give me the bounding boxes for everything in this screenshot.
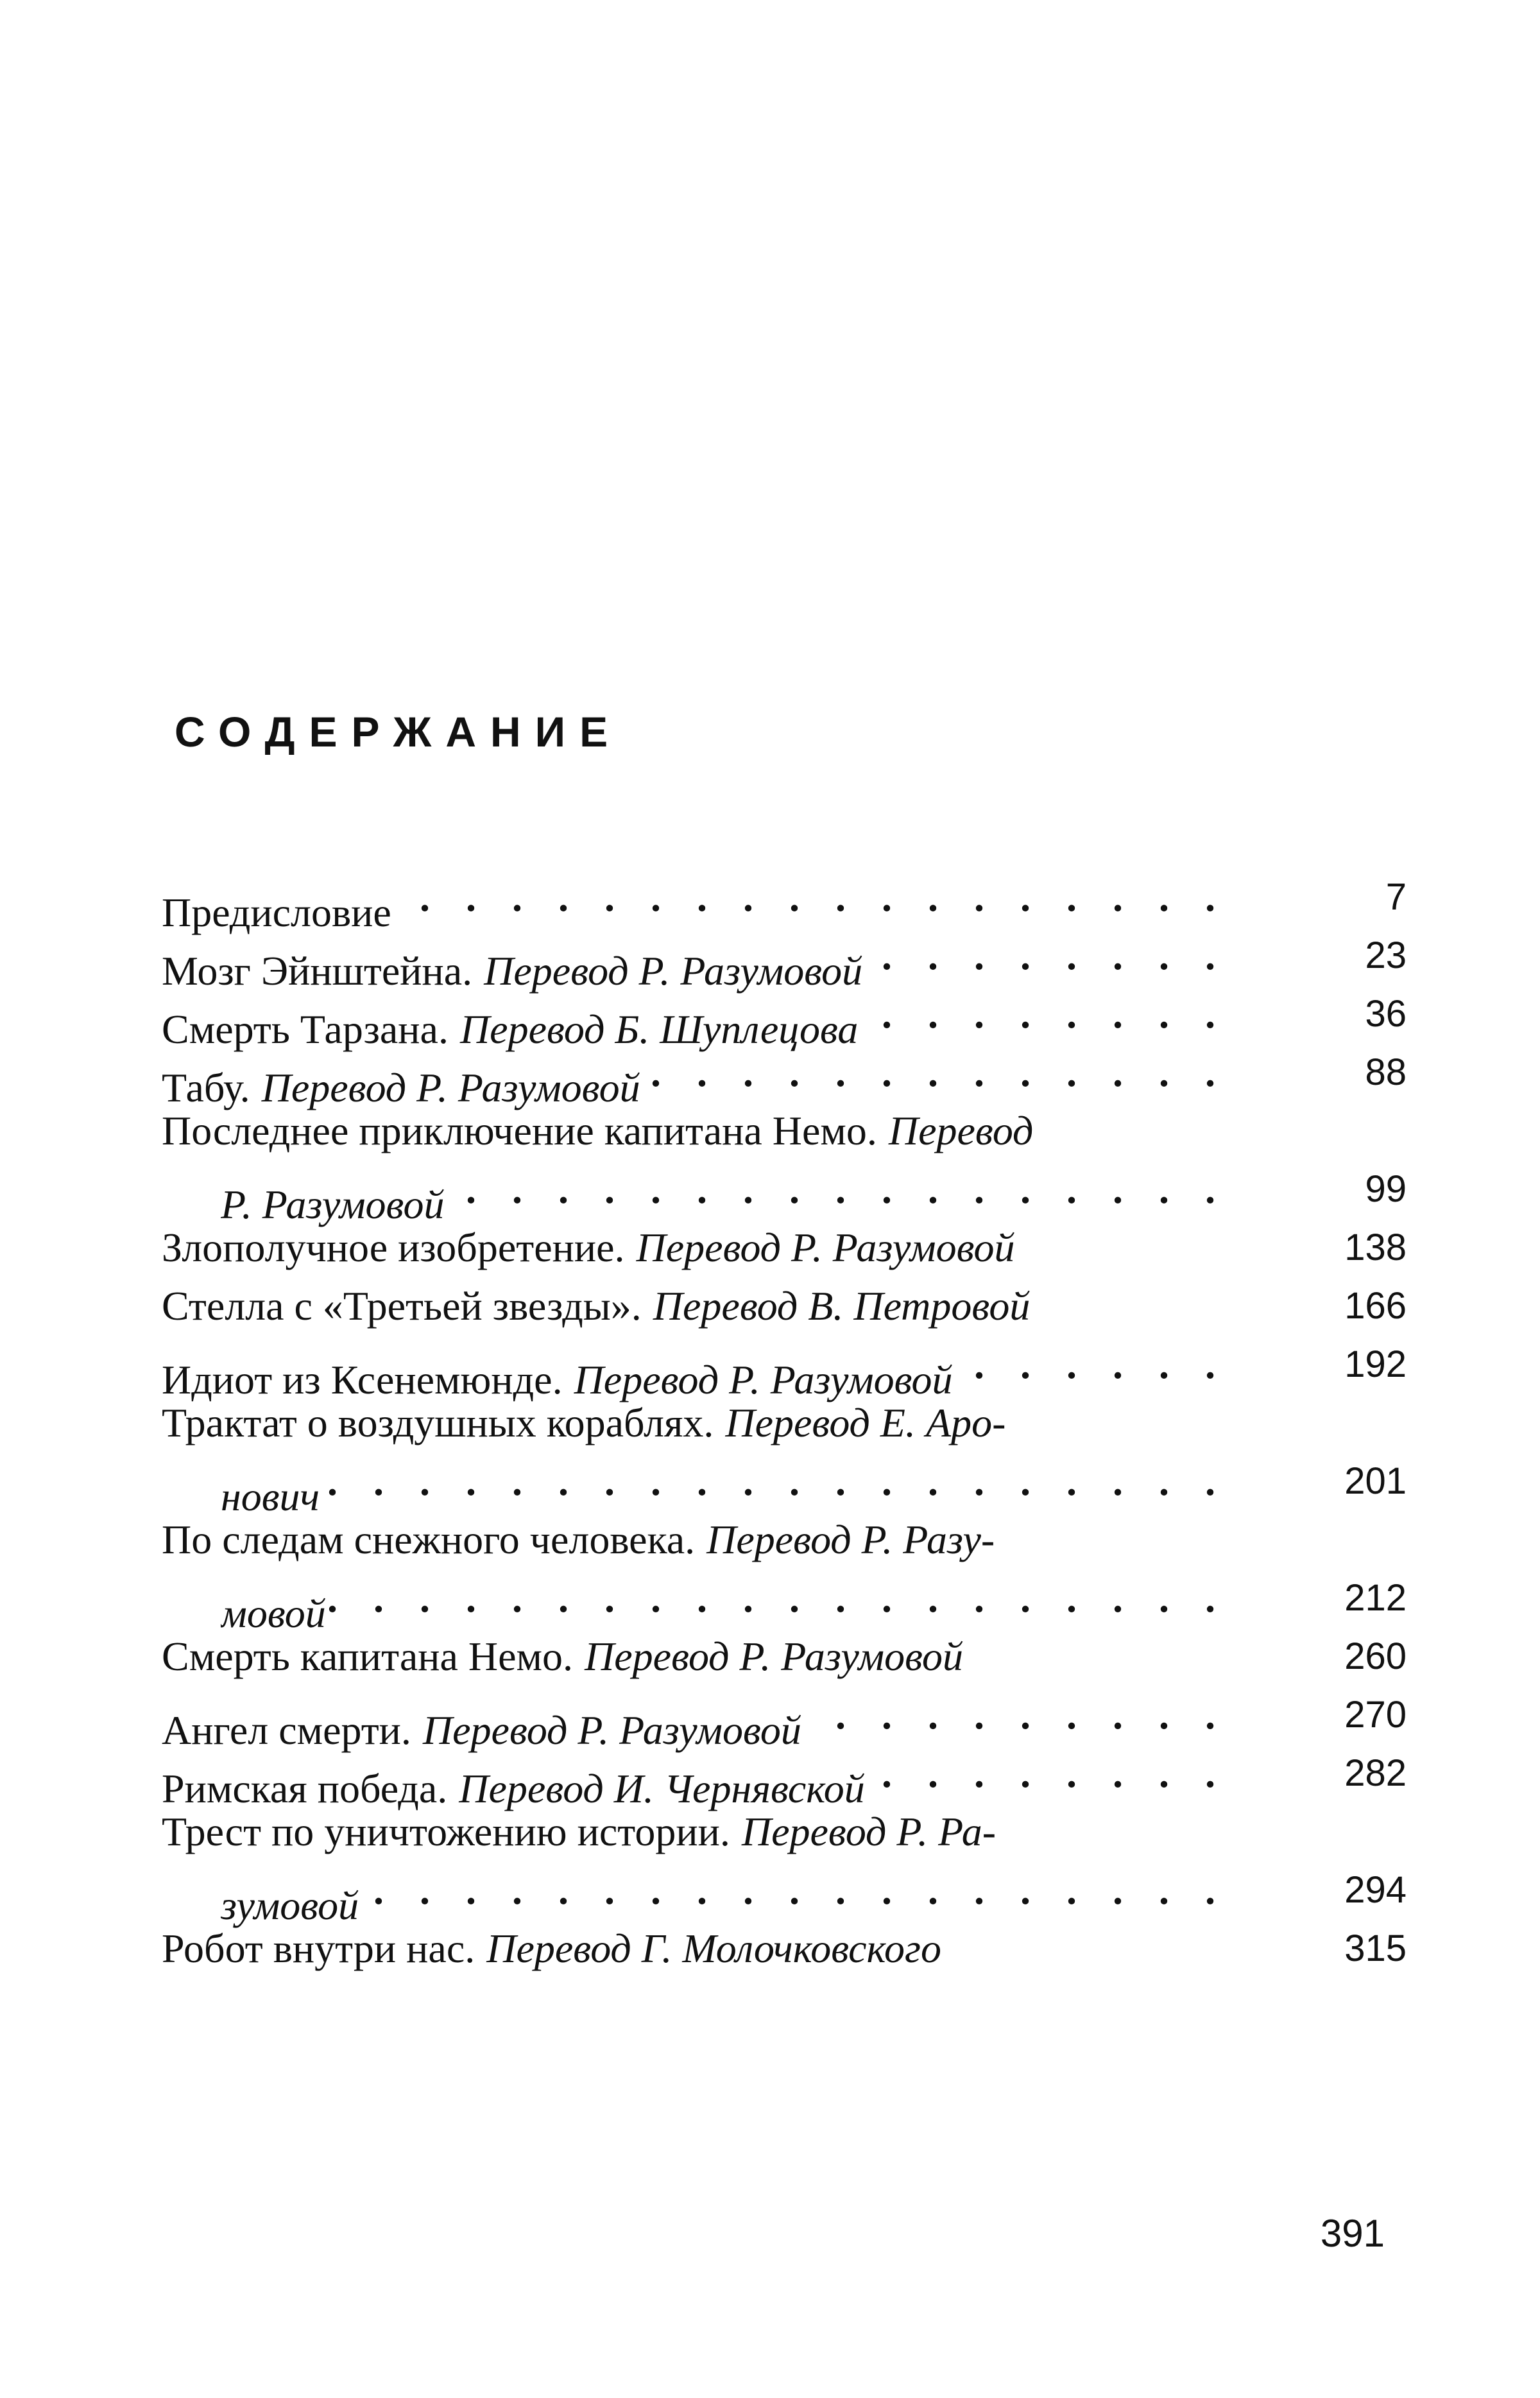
entry-title: Предисловие [162, 890, 391, 935]
entry-page-number: 99 [1365, 1168, 1407, 1210]
page-folio: 391 [1320, 2212, 1385, 2255]
toc-list [162, 868, 1407, 1978]
dot-leader [862, 926, 1228, 985]
toc-entry [162, 1802, 1407, 1861]
toc-entry [162, 1043, 1407, 1110]
entry-page-number: 166 [1344, 1285, 1407, 1327]
dot-leader [444, 1160, 1228, 1218]
dot-leader [320, 1452, 1228, 1510]
entry-page-number: 282 [1344, 1752, 1407, 1794]
entry-page-number: 88 [1365, 1051, 1407, 1093]
toc-entry-continuation [162, 1861, 1407, 1928]
toc-entry [162, 1919, 1407, 1978]
entry-page-number: 138 [1344, 1227, 1407, 1268]
entry-page-number: 23 [1365, 935, 1407, 976]
toc-entry [162, 1101, 1407, 1160]
entry-page-number: 36 [1365, 993, 1407, 1035]
entry-translator: Перевод Р. Разумовой [574, 1357, 953, 1402]
dot-leader [391, 868, 1228, 926]
dot-leader [953, 1335, 1228, 1393]
entry-translator: Перевод Е. Аро- [725, 1400, 1006, 1445]
toc-entry [162, 1218, 1407, 1277]
entry-translator: Перевод Р. Ра- [741, 1809, 997, 1854]
toc-entry [162, 1627, 1407, 1686]
entry-title: Идиот из Ксенемюнде. [162, 1357, 563, 1402]
toc-entry [162, 1393, 1407, 1452]
entry-title: По следам снежного человека. [162, 1517, 696, 1562]
toc-entry [162, 1335, 1407, 1402]
entry-translator-continuation: Р. Разумовой [221, 1182, 445, 1227]
entry-title: Ангел смерти. [162, 1707, 411, 1753]
toc-entry [162, 1277, 1407, 1335]
entry-title: Табу. [162, 1065, 250, 1110]
entry-translator: Перевод Р. Разумовой [484, 948, 863, 994]
entry-translator-continuation: мовой [221, 1591, 326, 1636]
entry-page-number: 212 [1344, 1577, 1407, 1619]
toc-entry-continuation [162, 1452, 1407, 1519]
entry-page-number: 7 [1385, 876, 1407, 918]
dot-leader [640, 1043, 1228, 1101]
entry-title: Робот внутри нас. [162, 1926, 475, 1971]
entry-title: Трест по уничтожению истории. [162, 1809, 730, 1854]
toc-entry [162, 985, 1407, 1052]
toc-entry-continuation [162, 1160, 1407, 1227]
entry-title: Смерть капитана Немо. [162, 1634, 574, 1679]
entry-translator: Перевод И. Чернявской [459, 1766, 865, 1811]
entry-translator: Перевод Р. Разу- [706, 1517, 995, 1562]
entry-page-number: 315 [1344, 1928, 1407, 1969]
entry-translator: Перевод Б. Шуплецова [459, 1006, 859, 1052]
entry-translator: Перевод Г. Молочковского [486, 1926, 941, 1971]
dot-leader [801, 1686, 1228, 1744]
toc-heading: СОДЕРЖАНИЕ [175, 708, 622, 755]
entry-translator: Перевод [888, 1108, 1034, 1153]
entry-page-number: 294 [1344, 1869, 1407, 1911]
toc-entry [162, 1744, 1407, 1811]
entry-translator-continuation: зумовой [221, 1883, 359, 1928]
entry-title: Стелла с «Третьей звезды». [162, 1283, 642, 1329]
dot-leader [865, 1744, 1228, 1802]
dot-leader [359, 1861, 1228, 1919]
dot-leader [326, 1569, 1228, 1627]
toc-entry [162, 1686, 1407, 1753]
entry-title: Последнее приключение капитана Немо. [162, 1108, 877, 1153]
entry-page-number: 260 [1344, 1635, 1407, 1677]
entry-translator: Перевод Р. Разумовой [585, 1634, 963, 1679]
entry-translator: Перевод В. Петровой [653, 1283, 1031, 1329]
toc-entry [162, 926, 1407, 994]
toc-entry [162, 1510, 1407, 1569]
entry-translator: Перевод Р. Разумовой [636, 1225, 1015, 1270]
entry-page-number: 201 [1344, 1460, 1407, 1502]
entry-title: Злополучное изобретение. [162, 1225, 625, 1270]
entry-page-number: 192 [1344, 1343, 1407, 1385]
entry-translator: Перевод Р. Разумовой [422, 1707, 801, 1753]
entry-translator: Перевод Р. Разумовой [261, 1065, 640, 1110]
dot-leader [858, 985, 1228, 1043]
toc-entry [162, 868, 1407, 935]
entry-title: Трактат о воздушных кораблях. [162, 1400, 714, 1445]
entry-translator-continuation: нович [221, 1474, 320, 1519]
entry-page-number: 270 [1344, 1694, 1407, 1736]
toc-entry-continuation [162, 1569, 1407, 1636]
entry-title: Смерть Тарзана. [162, 1006, 449, 1052]
entry-title: Мозг Эйнштейна. [162, 948, 473, 994]
entry-title: Римская победа. [162, 1766, 448, 1811]
